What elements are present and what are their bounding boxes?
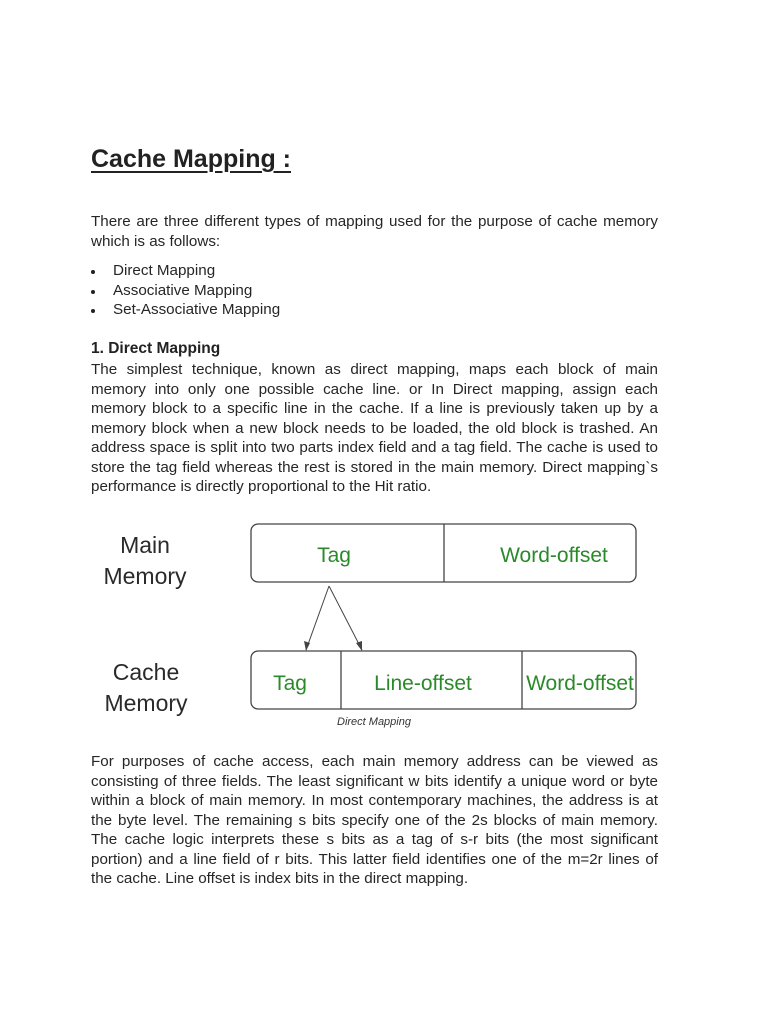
main-memory-address-box: [251, 524, 636, 582]
cache-field-tag: Tag: [273, 672, 307, 695]
mapping-arrow-right: [329, 586, 362, 650]
cache-field-word-offset: Word-offset: [526, 672, 634, 695]
diagram-caption: Direct Mapping: [337, 716, 411, 728]
intro-paragraph: There are three different types of mapping used for the purpose of cache memory which is as follows:: [91, 213, 658, 250]
main-field-word-offset: Word-offset: [500, 544, 608, 567]
main-memory-label-line1: Main: [120, 532, 170, 558]
arrow-head-left: [304, 641, 310, 651]
direct-mapping-paragraph: The simplest technique, known as direct mapping, maps each block of main memory into only one possible cache line. or In Direct mapping, assign each memory block to a specific line in the cache. If a line is previously taken up by a memory block when a new block needs to be loaded, the old block is trashed. An address space is split into two parts index field and a tag field. The cache is used to store the tag field whereas the rest is stored in the main memory. Direct mapping`s performance is directly proportional to the Hit ratio.: [91, 361, 658, 495]
cache-access-paragraph: For purposes of cache access, each main memory address can be viewed as consisting of three fields. The least significant w bits identify a unique word or byte within a block of main memory. In most contemporary machines, the address is at the byte level. The remaining s bits specify one of the 2s blocks of main memory. The cache logic interprets these s bits as a tag of s-r bits (the most significant portion) and a line field of r bits. This latter field identifies one of the m=2r lines of the cache. Line offset is index bits in the direct mapping.: [91, 753, 658, 887]
main-field-tag: Tag: [317, 544, 351, 567]
cache-memory-address-box: [251, 651, 636, 709]
list-item: Direct Mapping: [91, 261, 280, 281]
cache-memory-label-line2: Memory: [104, 690, 188, 716]
main-memory-label-line2: Memory: [103, 563, 187, 589]
list-item: Set-Associative Mapping: [91, 300, 280, 320]
arrow-head-right: [356, 641, 362, 651]
mapping-types-list: [91, 261, 280, 320]
section-heading-direct-mapping: 1. Direct Mapping: [91, 340, 221, 357]
cache-field-line-offset: Line-offset: [374, 672, 472, 695]
cache-memory-label-line1: Cache: [112, 659, 180, 685]
page-title: Cache Mapping :: [91, 145, 292, 173]
list-item: Associative Mapping: [91, 281, 280, 301]
mapping-arrow-left: [306, 586, 329, 650]
